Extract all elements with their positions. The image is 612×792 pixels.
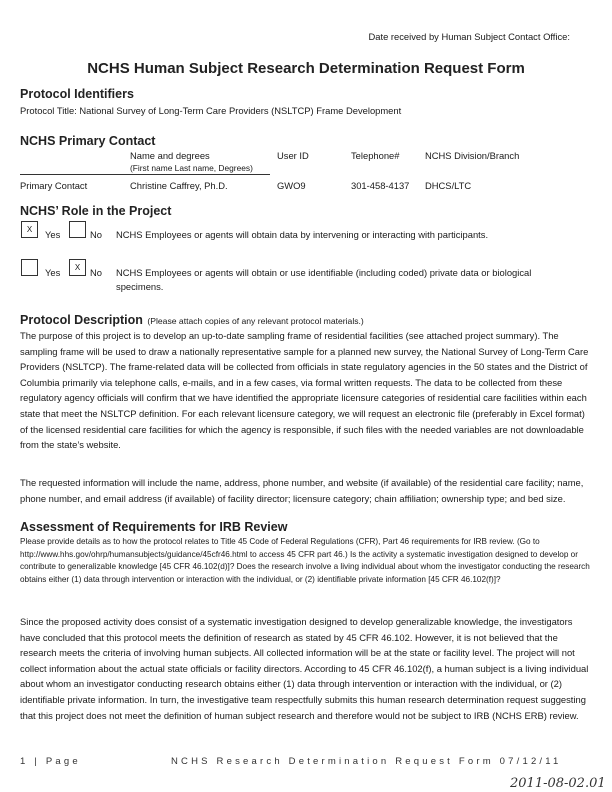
- contact-user-id: GWO9: [277, 180, 306, 191]
- role2-text-cont: specimens.: [116, 281, 164, 292]
- page-number: 1 | Page: [20, 756, 81, 767]
- assessment-instructions: [20, 536, 590, 586]
- row-label: Primary Contact: [20, 180, 88, 191]
- description-paragraph-1: The purpose of this project is to develop an up-to-date sampling frame of residential facilities (see attached project summary). The sampling frame will be used to draw a nationally representative sample for a planned new survey, the National Survey of Long-Term Care Providers (NSLTCP). The frame-related data will be collected from officials in state regulatory agencies in the 50 states and the District of Columbia primarily via telephone calls, e-mails, and in a few cases, via formal written requests. The data to be collected from these regulatory agency officials will confirm that we have identified the appropriate licensure categories of residential care facilities within each state that meet the NSLTCP definition. For each relevant licensure category, we will request an electronic file (preferably in Excel format) of the licensed residential care facilities for which the agency is responsible, if such files with the needed variables are not downloadable from the state’s website.: [20, 330, 589, 451]
- no-label: No: [90, 267, 102, 278]
- role2-text: NCHS Employees or agents will obtain or use identifiable (including coded) private data or biological: [116, 267, 532, 278]
- role-heading: NCHS’ Role in the Project: [20, 204, 172, 218]
- role1-no-checkbox[interactable]: [69, 221, 86, 238]
- role2-no-checkbox[interactable]: X: [69, 259, 86, 276]
- handwritten-id: 2011-08-02.01: [510, 776, 606, 791]
- assessment-heading: Assessment of Requirements for IRB Review: [20, 520, 288, 534]
- hhs-guidance-link[interactable]: http://www.hhs.gov/ohrp/humansubjects/guidance/45cfr46.html: [20, 549, 248, 559]
- form-footer: NCHS Research Determination Request Form 07/12/11: [171, 756, 562, 767]
- protocol-identifiers-heading: Protocol Identifiers: [20, 87, 134, 101]
- col-telephone: Telephone#: [351, 150, 400, 161]
- contact-division: DHCS/LTC: [425, 180, 472, 191]
- yes-label: Yes: [45, 229, 61, 240]
- role1-text: NCHS Employees or agents will obtain data by intervening or interacting with participants.: [116, 229, 489, 240]
- description-heading: Protocol Description: [20, 313, 143, 327]
- date-received-label: Date received by Human Subject Contact Office:: [368, 31, 570, 42]
- contact-telephone: 301-458-4137: [351, 180, 410, 191]
- table-divider: [20, 174, 270, 175]
- col-division: NCHS Division/Branch: [425, 150, 520, 161]
- description-heading-row: [20, 311, 364, 329]
- description-paragraph-2: The requested information will include the name, address, phone number, and website (if available) of the residential care facility; name, phone number, and email address (if available) of facility director; licensure category; chain affiliation; ownership type; and bed size.: [20, 477, 584, 504]
- protocol-title: Protocol Title: National Survey of Long-Term Care Providers (NSLTCP) Frame Development: [20, 105, 402, 116]
- role1-yes-checkbox[interactable]: X: [21, 221, 38, 238]
- assessment-paragraph: Since the proposed activity does consist of a systematic investigation designed to develop generalizable knowledge, the investigators have concluded that this protocol meets the definition of research as stated by 45 CFR 46.102. However, it is not believed that the research meets the criteria of involving human subjects. All collected information will be at the state or facility level. The project will not collect information about the actual state officials or facility directors. According to 45 CFR 46.102(f), a human subject is a living individual about whom an investigator conducting research obtains either (1) data through intervention or interaction with the individual, or (2) identifiable private information. In turn, the investigative team respectfully submits this human research determination request suggesting that this project does not meet the definition of human subject research and therefore would not be subject to IRB (NCHS ERB) review.: [20, 616, 589, 721]
- primary-contact-heading: NCHS Primary Contact: [20, 134, 156, 148]
- col-user-id: User ID: [277, 150, 309, 161]
- yes-label: Yes: [45, 267, 61, 278]
- form-title: NCHS Human Subject Research Determination Request Form: [87, 60, 525, 77]
- role2-yes-checkbox[interactable]: [21, 259, 38, 276]
- no-label: No: [90, 229, 102, 240]
- description-note: (Please attach copies of any relevant protocol materials.): [147, 316, 364, 326]
- instructions-text-cont: to access 45 CFR part 46.) Is the activity a systematic investigation designed to develop or contribute to generalizable knowledge [45 CFR 46.102(d)]? Does the research involve a living individual about whom the investigator conducting the research obtains either (1) data through intervention or interaction with the individual, or (2) identifiable private information [45 CFR 46.102(f)]?: [20, 549, 590, 584]
- contact-name: Christine Caffrey, Ph.D.: [130, 180, 228, 191]
- col-name: Name and degrees: [130, 150, 210, 161]
- col-name-sub: (First name Last name, Degrees): [130, 163, 253, 173]
- instructions-text: Please provide details as to how the protocol relates to Title 45 Code of Federal Regulations (CFR), Part 46 requirements for IRB review. (Go to: [20, 537, 540, 546]
